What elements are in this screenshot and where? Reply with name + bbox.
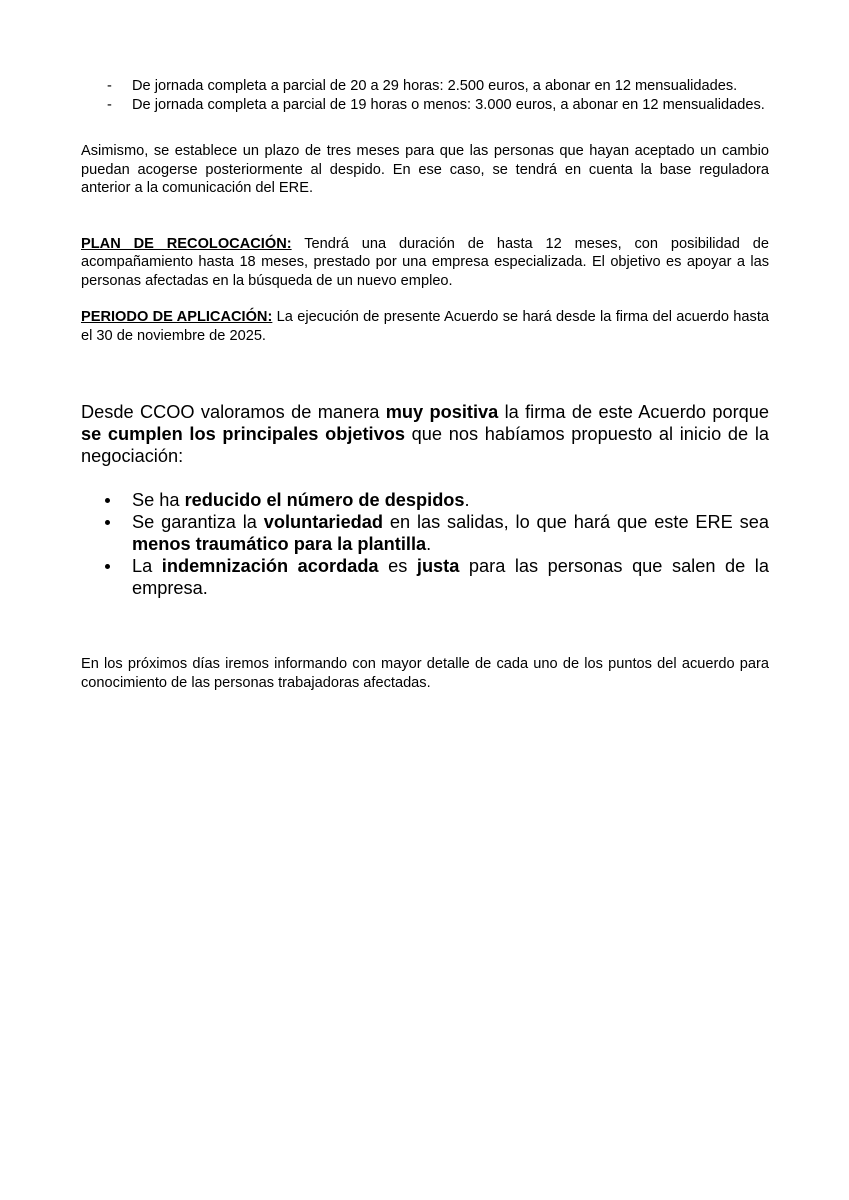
- list-item-text: Se ha: [132, 490, 185, 510]
- list-item-text: Se garantiza la: [132, 512, 264, 532]
- list-item: [81, 511, 769, 555]
- periodo-aplicacion-heading: PERIODO DE APLICACIÓN:: [81, 309, 273, 325]
- list-item-emphasis: reducido el número de despidos: [184, 490, 465, 510]
- objectives-list: [81, 489, 769, 599]
- list-item-text: De jornada completa a parcial de 20 a 29 horas: 2.500 euros, a abonar en 12 mensualidades.: [132, 78, 738, 94]
- dash-bullet: -: [107, 96, 112, 113]
- valoracion-paragraph: [81, 401, 769, 467]
- list-item: [81, 555, 769, 599]
- valoracion-text: la firma de este Acuerdo porque: [498, 402, 769, 422]
- list-item-text: es: [378, 556, 417, 576]
- bullet-dot-icon: [105, 520, 110, 525]
- valoracion-text: Desde CCOO valoramos de manera: [81, 402, 386, 422]
- list-item-emphasis: justa: [416, 556, 460, 576]
- list-item-text: De jornada completa a parcial de 19 horas o menos: 3.000 euros, a abonar en 12 mensualidades.: [132, 96, 765, 113]
- list-item-emphasis: indemnización acordada: [161, 556, 379, 576]
- list-item: [81, 77, 769, 96]
- bullet-dot-icon: [105, 564, 110, 569]
- list-item-text: en las salidas, lo que hará que este ERE sea: [383, 512, 769, 532]
- valoracion-emphasis: muy positiva: [385, 402, 499, 422]
- closing-paragraph: En los próximos días iremos informando con mayor detalle de cada uno de los puntos del acuerdo para conocimiento de las personas trabajadoras afectadas.: [81, 656, 769, 691]
- list-item-text: .: [426, 534, 432, 554]
- list-item-text: La: [132, 556, 162, 576]
- document-body: [81, 77, 769, 692]
- list-item: [81, 96, 769, 115]
- periodo-aplicacion-paragraph: [81, 308, 769, 345]
- valoracion-emphasis: se cumplen los principales objetivos: [81, 424, 405, 444]
- list-item-text: .: [464, 490, 470, 510]
- list-item-text: para las personas que salen de la empresa.: [132, 556, 769, 598]
- asimismo-paragraph: Asimismo, se establece un plazo de tres meses para que las personas que hayan aceptado un cambio puedan acogerse posteriormente al despido. En ese caso, se tendrá en cuenta la base reguladora anterior a la comunicación del ERE.: [81, 143, 769, 196]
- list-item: [81, 489, 769, 511]
- plan-recolocacion-paragraph: [81, 235, 769, 291]
- plan-recolocacion-text: Tendrá una duración de hasta 12 meses, con posibilidad de acompañamiento hasta 18 meses, prestado por una empresa especializada. El objetivo es apoyar a las personas afectadas en la búsqueda de un nuevo empleo.: [81, 235, 769, 289]
- periodo-aplicacion-text: La ejecución de presente Acuerdo se hará desde la firma del acuerdo hasta el 30 de noviembre de 2025.: [81, 309, 770, 344]
- compensation-list: [81, 77, 769, 114]
- dash-bullet: -: [107, 78, 112, 94]
- list-item-emphasis: voluntariedad: [263, 512, 384, 532]
- valoracion-text: que nos habíamos propuesto al inicio de la negociación:: [81, 424, 769, 466]
- bullet-dot-icon: [105, 498, 110, 503]
- plan-recolocacion-heading: PLAN DE RECOLOCACIÓN:: [81, 235, 292, 252]
- list-item-emphasis: menos traumático para la plantilla: [132, 534, 427, 554]
